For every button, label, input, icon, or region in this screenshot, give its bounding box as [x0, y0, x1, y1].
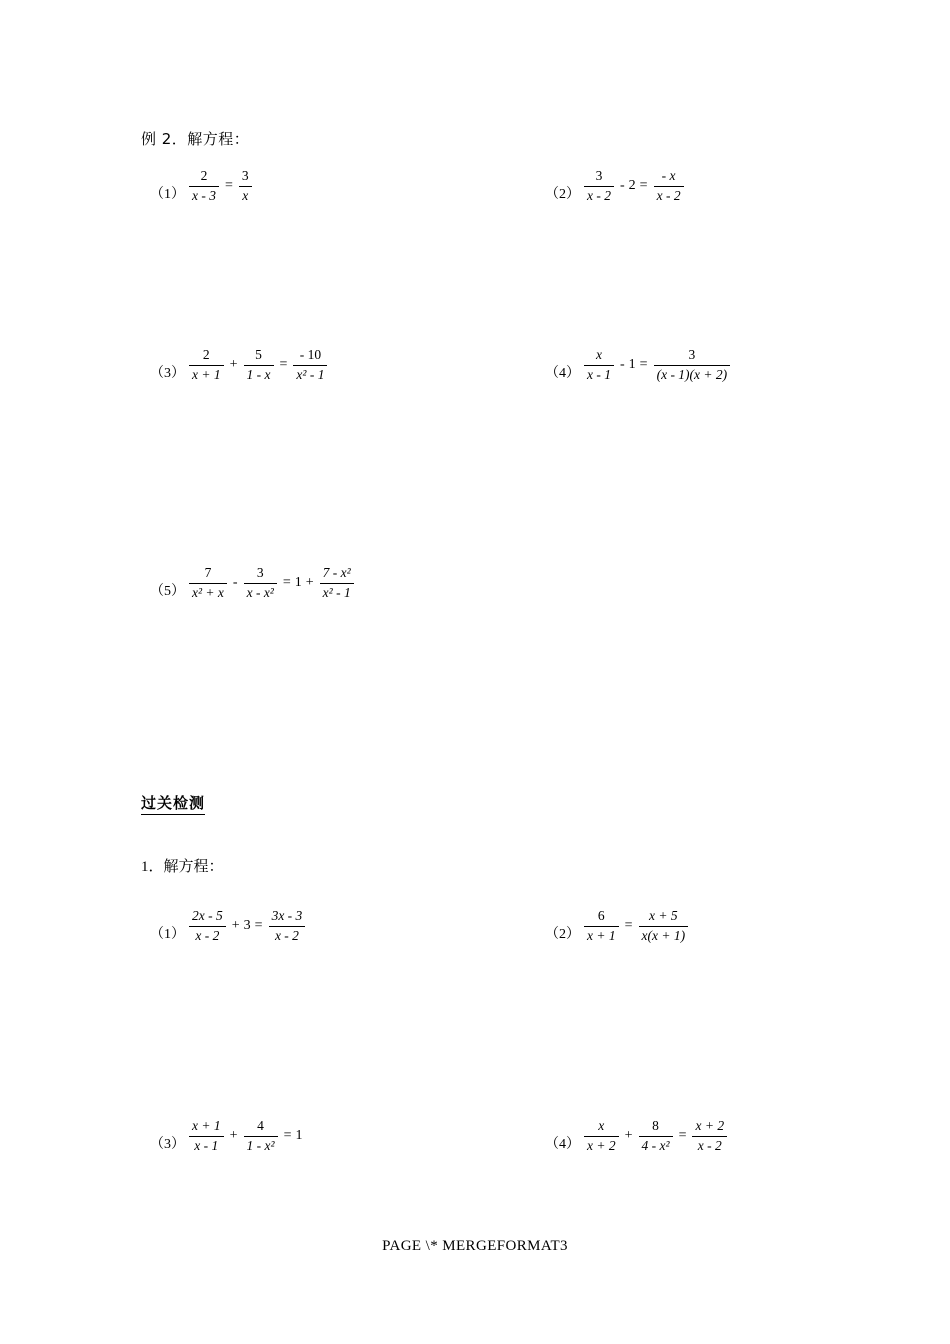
fraction: $\frac{- 10}{\text{x² - 1}}$: [293, 347, 327, 384]
constant: 3: [243, 918, 251, 934]
fraction-bar: [639, 926, 689, 927]
fraction: $\frac{3}{x}$: [239, 168, 252, 205]
plus-sign: +: [231, 918, 240, 934]
minus-sign: -: [620, 178, 625, 194]
fraction-bar: [320, 583, 354, 584]
fraction: $\frac{x + 5}{x(x + 1)}$: [639, 908, 689, 945]
example-item-2-equation: [582, 168, 686, 205]
plus-sign: +: [624, 1128, 633, 1144]
exercise-item-3-marker: （3）: [150, 1136, 185, 1152]
fraction: $\frac{3}{\text{x - x²}}$: [244, 565, 277, 602]
fraction: $\frac{2}{x + 1}$: [189, 347, 224, 384]
fraction-bar: [244, 365, 274, 366]
fraction: $\frac{\text{7 - x²}}{\text{x² - 1}}$: [320, 565, 354, 602]
equals-sign: =: [225, 178, 233, 194]
example-item-1: [150, 168, 254, 205]
constant: 2: [628, 178, 636, 194]
fraction: $\frac{5}{1 - x}$: [244, 347, 274, 384]
equals-sign: =: [279, 357, 288, 373]
exercise-item-4-marker: （4）: [545, 1136, 580, 1152]
exercise-item-3: [150, 1118, 302, 1155]
page-footer: PAGE \* MERGEFORMAT3: [382, 1238, 568, 1254]
example-item-4-marker: （4）: [545, 365, 580, 381]
fraction-bar: [239, 186, 252, 187]
fraction: $\frac{x + 2}{x - 2}$: [692, 1118, 727, 1155]
fraction: $\frac{3}{x - 2}$: [584, 168, 614, 205]
fraction-bar: [584, 926, 619, 927]
equals-sign: =: [624, 918, 633, 934]
fraction: $\frac{3}{(x - 1)(x + 2)}$: [654, 347, 731, 384]
equals-sign: =: [282, 575, 291, 591]
example-item-5: [150, 565, 356, 602]
fraction-bar: [654, 186, 684, 187]
exercise-item-4: [545, 1118, 729, 1155]
fraction: $\frac{8}{\text{4 - x²}}$: [639, 1118, 673, 1155]
example-item-3-equation: [187, 347, 329, 384]
constant: 1: [294, 575, 302, 591]
fraction: $\frac{6}{x + 1}$: [584, 908, 619, 945]
exercise-item-1-marker: （1）: [150, 926, 185, 942]
fraction-bar: [189, 186, 219, 187]
example-item-2-marker: （2）: [545, 186, 580, 202]
exercise-item-1: [150, 908, 307, 945]
fraction: $\frac{2}{x - 3}$: [189, 168, 219, 205]
plus-sign: +: [229, 1128, 238, 1144]
fraction: $\frac{2x - 5}{x - 2}$: [189, 908, 226, 945]
minus-sign: -: [620, 357, 625, 373]
example-item-3: [150, 347, 329, 384]
exercise-header: 1．解方程：: [141, 859, 224, 875]
fraction-bar: [269, 926, 306, 927]
fraction-bar: [584, 186, 614, 187]
fraction: $\frac{- x}{x - 2}$: [654, 168, 684, 205]
example-item-1-marker: （1）: [150, 186, 185, 202]
plus-sign: +: [305, 575, 314, 591]
example-item-4-equation: [582, 347, 732, 384]
equals-sign: =: [283, 1128, 292, 1144]
section-header: 过关检测: [141, 792, 205, 815]
constant: 1: [628, 357, 636, 373]
fraction: $\frac{4}{\text{1 - x²}}$: [244, 1118, 278, 1155]
fraction: $\frac{3x - 3}{x - 2}$: [269, 908, 306, 945]
fraction-bar: [189, 1136, 224, 1137]
fraction: $\frac{x + 1}{x - 1}$: [189, 1118, 224, 1155]
constant: 1: [295, 1128, 303, 1144]
fraction-bar: [244, 1136, 278, 1137]
fraction-bar: [639, 1136, 673, 1137]
minus-sign: -: [232, 575, 238, 591]
fraction-bar: [692, 1136, 727, 1137]
example-item-3-marker: （3）: [150, 365, 185, 381]
fraction: $\frac{x}{x - 1}$: [584, 347, 614, 384]
fraction-bar: [244, 583, 277, 584]
fraction-bar: [189, 583, 227, 584]
exercise-item-2: [545, 908, 690, 945]
fraction-bar: [293, 365, 327, 366]
fraction-bar: [584, 365, 614, 366]
fraction-bar: [189, 365, 224, 366]
equals-sign: =: [639, 357, 648, 373]
exercise-item-2-marker: （2）: [545, 926, 580, 942]
example-item-1-equation: [187, 168, 254, 205]
plus-sign: +: [229, 357, 238, 373]
equals-sign: =: [678, 1128, 687, 1144]
section-header-wrap: [141, 792, 205, 815]
equals-sign: =: [639, 178, 648, 194]
exercise-item-2-equation: [582, 908, 690, 945]
fraction-bar: [584, 1136, 619, 1137]
exercise-item-3-equation: [187, 1118, 302, 1155]
exercise-item-1-equation: [187, 908, 307, 945]
example-header: 例 2．解方程：: [141, 130, 250, 148]
equals-sign: =: [254, 918, 263, 934]
example-item-5-equation: [187, 565, 356, 602]
fraction: $\frac{7}{\text{x² + x}}$: [189, 565, 227, 602]
fraction: $\frac{x}{x + 2}$: [584, 1118, 619, 1155]
example-item-2: [545, 168, 686, 205]
example-item-5-marker: （5）: [150, 583, 185, 599]
fraction-bar: [654, 365, 731, 366]
exercise-item-4-equation: [582, 1118, 729, 1155]
example-item-4: [545, 347, 732, 384]
fraction-bar: [189, 926, 226, 927]
